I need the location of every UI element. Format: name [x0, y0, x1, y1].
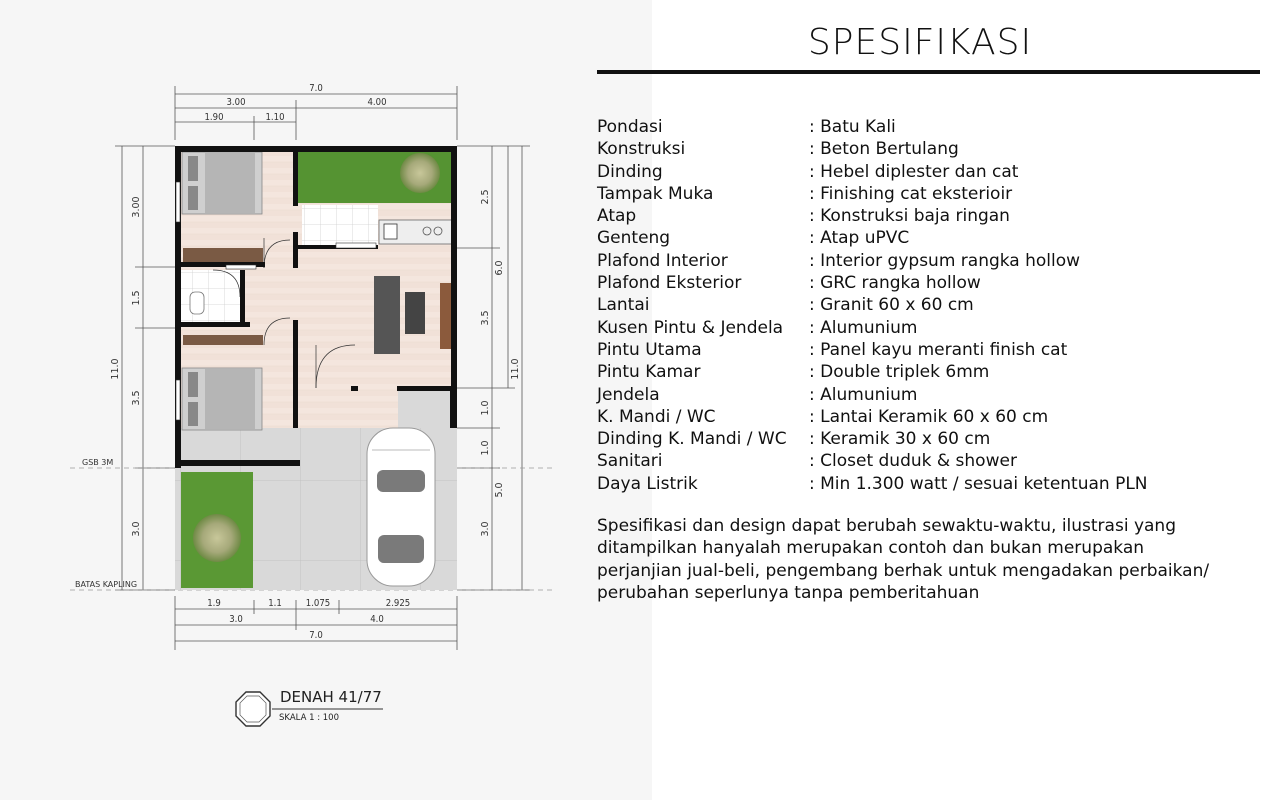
- batas-kapling-label: BATAS KAPLING: [75, 580, 138, 589]
- kitchen-tiles: [302, 205, 378, 245]
- spec-value: : Alumunium: [809, 384, 918, 405]
- bed-bottom-icon: [182, 368, 262, 430]
- spec-label: Genteng: [597, 228, 671, 249]
- dim-bottom-overall: 7.0: [309, 630, 323, 641]
- spec-value: : Keramik 30 x 60 cm: [809, 429, 991, 450]
- spec-row: [597, 272, 1148, 294]
- tree-icon: [400, 153, 440, 193]
- dim-right-d1: 2.5: [480, 189, 491, 205]
- dim-right-d5: 5.0: [494, 482, 505, 498]
- spec-row: [597, 428, 1148, 450]
- dim-bottom-a: 1.9: [207, 598, 221, 609]
- spec-row: [597, 205, 1148, 227]
- dim-bottom-left: 3.0: [229, 614, 243, 625]
- dim-left-d3: 3.5: [131, 390, 142, 406]
- dim-bottom-c: 1.075: [305, 598, 331, 609]
- spec-label: K. Mandi / WC: [597, 406, 716, 427]
- spec-value: : GRC rangka hollow: [809, 273, 981, 294]
- spec-row: [597, 227, 1148, 249]
- spec-label: Daya Listrik: [597, 473, 698, 494]
- denah-title: DENAH 41/77: [280, 688, 382, 706]
- spec-label: Jendela: [597, 384, 660, 405]
- spec-value: : Panel kayu meranti finish cat: [809, 339, 1068, 360]
- spec-label: Pintu Kamar: [597, 362, 701, 383]
- dim-right-d6: 6.0: [494, 260, 505, 276]
- spec-value: : Beton Bertulang: [809, 139, 959, 160]
- spec-row: [597, 183, 1148, 205]
- front-tree-icon: [193, 514, 241, 562]
- dim-right-overall: 11.0: [510, 358, 521, 380]
- spec-value: : Hebel diplester dan cat: [809, 161, 1019, 182]
- spec-row: [597, 294, 1148, 316]
- spec-row: [597, 138, 1148, 160]
- porch: [398, 390, 457, 428]
- spec-value: : Lantai Keramik 60 x 60 cm: [809, 406, 1049, 427]
- spec-row: [597, 384, 1148, 406]
- dim-right-d2: 3.5: [480, 310, 491, 326]
- dim-top-overall: 7.0: [309, 83, 323, 94]
- dim-bottom-b: 1.1: [268, 598, 282, 609]
- kitchen-counter-icon: [379, 220, 453, 244]
- spec-label: Konstruksi: [597, 139, 686, 160]
- spec-label: Plafond Interior: [597, 250, 728, 271]
- spec-value: : Min 1.300 watt / sesuai ketentuan PLN: [809, 473, 1148, 494]
- bed-top-icon: [182, 152, 262, 214]
- spec-label: Sanitari: [597, 451, 663, 472]
- dim-bottom-right: 4.0: [370, 614, 384, 625]
- spec-label: Plafond Eksterior: [597, 273, 742, 294]
- spec-label: Kusen Pintu & Jendela: [597, 317, 784, 338]
- spec-value: : Konstruksi baja ringan: [809, 206, 1010, 227]
- spec-label: Lantai: [597, 295, 650, 316]
- spec-value: : Atap uPVC: [809, 228, 910, 249]
- dim-left-d1: 3.00: [131, 196, 142, 218]
- spec-value: : Alumunium: [809, 317, 918, 338]
- spec-title: SPESIFIKASI: [807, 22, 1033, 63]
- dim-right-d3: 1.0: [480, 400, 491, 416]
- gsb-label: GSB 3M: [82, 458, 114, 467]
- wardrobe-top: [183, 248, 263, 262]
- dim-left-overall: 11.0: [110, 358, 121, 380]
- dim-top-sub2: 1.10: [265, 112, 285, 123]
- tv-cabinet: [440, 283, 452, 349]
- spec-label: Dinding: [597, 161, 663, 182]
- spec-row: [597, 250, 1148, 272]
- spec-value: : Interior gypsum rangka hollow: [809, 250, 1081, 271]
- wall-top: [175, 146, 457, 152]
- dim-bottom-d: 2.925: [385, 598, 411, 609]
- spec-row: [597, 161, 1148, 183]
- spec-row: [597, 116, 1148, 138]
- title-divider: [597, 70, 1260, 74]
- dim-top-left: 3.00: [226, 97, 246, 108]
- spec-value: : Batu Kali: [809, 117, 896, 137]
- toilet-icon: [190, 292, 204, 314]
- denah-scale: SKALA 1 : 100: [279, 713, 339, 723]
- wardrobe-bottom: [183, 335, 263, 345]
- spec-row: [597, 450, 1148, 472]
- spec-label: Pintu Utama: [597, 339, 702, 360]
- dim-right-d4: 1.0: [480, 440, 491, 456]
- disclaimer-text: Spesifikasi dan design dapat berubah sewaktu-waktu, ilustrasi yang ditampilkan hanyalah merupakan contoh dan bukan merupakan perjanjian jual-beli, pengembang berhak untuk mengadakan perbaikan/ perubahan seperlunya tanpa pemberitahuan: [597, 516, 1210, 603]
- car-icon: [367, 428, 435, 586]
- spec-value: : Granit 60 x 60 cm: [809, 295, 974, 316]
- spec-row: [597, 473, 1148, 495]
- dim-left-d2: 1.5: [131, 290, 142, 306]
- dim-top-right: 4.00: [367, 97, 387, 108]
- spec-label: Tampak Muka: [597, 183, 714, 204]
- spec-row: [597, 339, 1148, 361]
- spec-row: [597, 406, 1148, 428]
- dim-left-d4: 3.0: [131, 521, 142, 537]
- spec-row: [597, 317, 1148, 339]
- spec-value: : Finishing cat eksterioir: [809, 183, 1013, 204]
- dim-right-d7: 3.0: [480, 521, 491, 537]
- spec-row: [597, 361, 1148, 383]
- spec-label: Dinding K. Mandi / WC: [597, 429, 787, 450]
- dim-top-sub1: 1.90: [204, 112, 224, 123]
- spec-table: [597, 116, 1148, 495]
- spec-label: Atap: [597, 206, 637, 227]
- spec-value: : Closet duduk & shower: [809, 451, 1017, 472]
- spec-value: : Double triplek 6mm: [809, 362, 990, 383]
- spec-label: Pondasi: [597, 117, 663, 137]
